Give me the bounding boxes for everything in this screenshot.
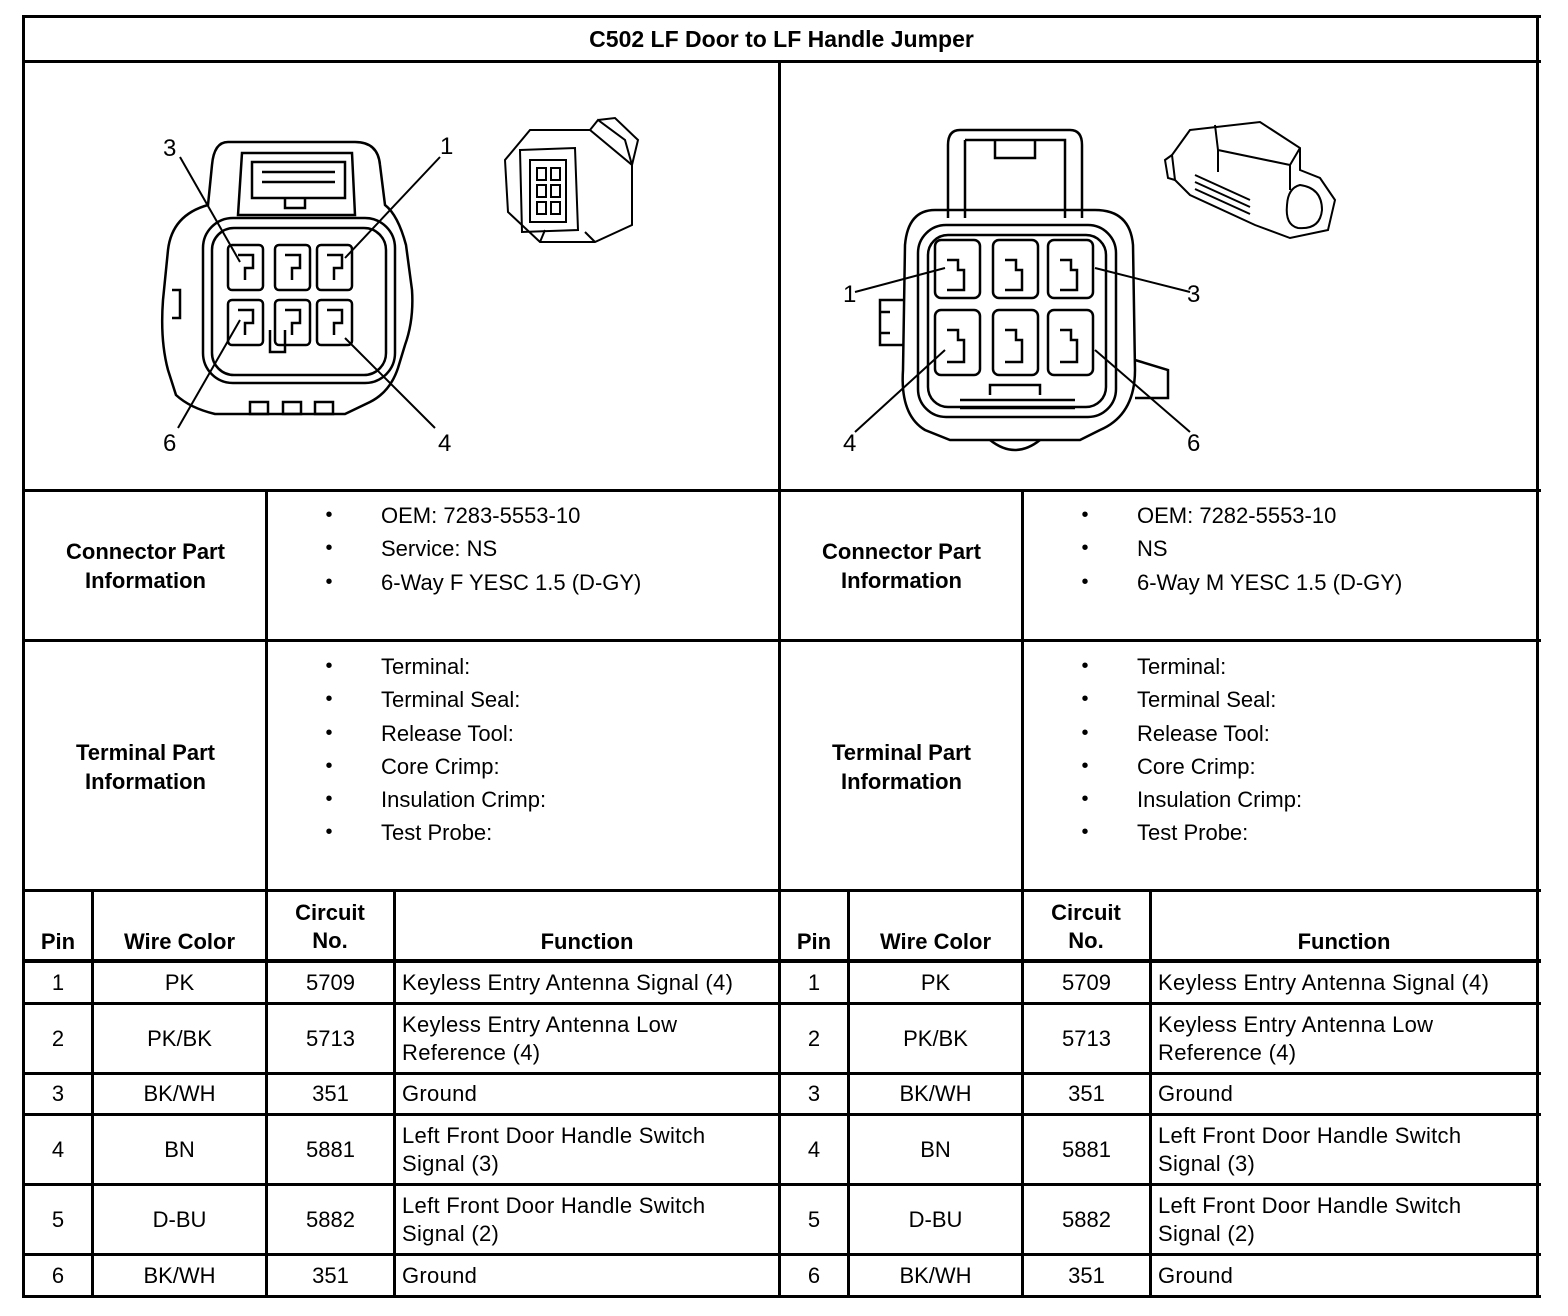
wire-color-cell: BN	[164, 1136, 195, 1162]
part-info-value: OEM: 7282-5553-10	[1137, 503, 1337, 528]
function-cell: Left Front Door Handle Switch Signal (3)	[402, 1122, 706, 1176]
list-item	[277, 650, 546, 683]
function-cell: Keyless Entry Antenna Signal (4)	[402, 969, 734, 995]
bullet-icon: •	[1081, 537, 1089, 560]
part-info-value: 6-Way M YESC 1.5 (D-GY)	[1137, 569, 1403, 595]
pin-cell: 1	[51, 969, 65, 995]
function-cell: Ground	[402, 1081, 478, 1106]
part-info-value: OEM: 7283-5553-10	[381, 503, 581, 528]
list-item	[1033, 717, 1302, 750]
pin-cell: 2	[807, 1025, 821, 1051]
wire-color-cell: BK/WH	[899, 1081, 972, 1106]
pin-callout-label: 6	[1187, 430, 1201, 457]
wire-color-cell: PK	[164, 969, 195, 995]
wire-color-cell: PK/BK	[903, 1025, 968, 1051]
list-item	[1033, 816, 1302, 849]
left-connector-part-header: Connector Part Information	[66, 539, 225, 593]
list-item	[1033, 650, 1302, 683]
terminal-info-value: Terminal Seal:	[381, 687, 521, 713]
list-item	[277, 717, 546, 750]
function-cell: Keyless Entry Antenna Signal (4)	[1158, 969, 1490, 995]
header-pin: Pin	[40, 929, 76, 954]
pin-cell: 2	[51, 1025, 65, 1051]
circuit-cell: 351	[312, 1262, 349, 1288]
bullet-icon: •	[1081, 504, 1089, 526]
pin-cell: 4	[51, 1136, 65, 1162]
bullet-icon: •	[1081, 688, 1089, 711]
circuit-cell: 351	[1068, 1262, 1105, 1288]
terminal-info-value: Terminal Seal:	[1137, 687, 1277, 713]
bullet-icon: •	[325, 688, 333, 711]
pin-cell: 3	[51, 1081, 65, 1106]
bullet-icon: •	[1081, 721, 1089, 744]
wire-color-cell: BK/WH	[899, 1262, 972, 1288]
terminal-info-value: Test Probe:	[381, 820, 493, 846]
header-wire-color: Wire Color	[123, 929, 236, 954]
pin-cell: 4	[807, 1136, 821, 1162]
list-item	[277, 566, 641, 599]
right-connector-diagram	[0, 0, 1568, 490]
right-terminal-part-list	[1033, 650, 1302, 850]
wire-color-cell: D-BU	[908, 1206, 963, 1232]
circuit-cell: 5709	[306, 969, 355, 995]
terminal-info-value: Insulation Crimp:	[1137, 787, 1303, 813]
part-divider	[22, 639, 1541, 642]
function-cell: Ground	[1158, 1081, 1234, 1106]
bullet-icon: •	[325, 821, 333, 844]
list-item	[277, 750, 546, 783]
function-cell: Left Front Door Handle Switch Signal (3)	[1158, 1122, 1462, 1176]
right-connector-part-list	[1033, 499, 1402, 599]
header-pin: Pin	[796, 929, 832, 954]
bullet-icon: •	[1081, 754, 1089, 777]
function-cell: Keyless Entry Antenna Low Reference (4)	[402, 1011, 678, 1065]
left-terminal-part-header: Terminal Part Information	[76, 740, 215, 794]
part-info-value: Service: NS	[381, 536, 498, 562]
bullet-icon: •	[1081, 821, 1089, 844]
terminal-info-value: Insulation Crimp:	[381, 787, 547, 813]
right-connector-part-header: Connector Part Information	[822, 539, 981, 593]
pin-callout-label: 1	[843, 281, 857, 308]
wire-color-cell: BN	[920, 1136, 951, 1162]
pin-callout-label: 4	[843, 430, 857, 457]
pin-callout-label: 3	[1187, 281, 1201, 308]
wire-color-cell: D-BU	[152, 1206, 207, 1232]
pin-callout-label: 6	[163, 430, 177, 457]
function-cell: Ground	[402, 1262, 478, 1288]
list-item	[1033, 783, 1302, 816]
circuit-cell: 351	[1068, 1081, 1105, 1106]
terminal-info-value: Release Tool:	[381, 720, 514, 746]
header-circuit: Circuit No.	[295, 900, 365, 953]
terminal-info-value: Core Crimp:	[381, 753, 500, 779]
list-item	[1033, 683, 1302, 716]
bullet-icon: •	[325, 721, 333, 744]
pin-cell: 6	[807, 1262, 821, 1288]
bullet-icon: •	[1081, 788, 1089, 811]
pin-cell: 5	[51, 1206, 65, 1232]
list-item	[277, 532, 641, 565]
function-cell: Ground	[1158, 1262, 1234, 1288]
wire-color-cell: PK/BK	[147, 1025, 212, 1051]
terminal-info-value: Release Tool:	[1137, 720, 1270, 746]
list-item	[277, 783, 546, 816]
bullet-icon: •	[1081, 570, 1089, 593]
border-bottom	[22, 1295, 1541, 1298]
function-cell: Keyless Entry Antenna Low Reference (4)	[1158, 1011, 1434, 1065]
wire-color-cell: BK/WH	[143, 1081, 216, 1106]
bullet-icon: •	[325, 537, 333, 560]
circuit-cell: 5882	[1062, 1206, 1111, 1232]
pin-callout-label: 4	[438, 430, 452, 457]
circuit-cell: 351	[312, 1081, 349, 1106]
header-function: Function	[540, 929, 634, 954]
terminal-divider	[22, 889, 1541, 892]
circuit-cell: 5881	[306, 1136, 355, 1162]
pin-callout-label: 1	[440, 133, 454, 160]
list-item	[1033, 750, 1302, 783]
circuit-cell: 5713	[306, 1025, 355, 1051]
pin-callout-label: 3	[163, 135, 177, 162]
header-function: Function	[1297, 929, 1391, 954]
pin-cell: 1	[807, 969, 821, 995]
bullet-icon: •	[325, 570, 333, 593]
part-info-value: 6-Way F YESC 1.5 (D-GY)	[381, 569, 642, 595]
bullet-icon: •	[325, 504, 333, 526]
left-terminal-part-list	[277, 650, 546, 850]
header-circuit: Circuit No.	[1051, 900, 1121, 953]
circuit-cell: 5882	[306, 1206, 355, 1232]
male-connector-isometric	[1165, 122, 1335, 238]
bullet-icon: •	[325, 655, 333, 677]
male-connector-face	[880, 130, 1168, 450]
right-terminal-part-header: Terminal Part Information	[832, 740, 971, 794]
wire-color-cell: BK/WH	[143, 1262, 216, 1288]
terminal-info-value: Core Crimp:	[1137, 753, 1256, 779]
left-connector-part-list	[277, 499, 641, 599]
list-item	[1033, 566, 1402, 599]
part-info-value: NS	[1137, 536, 1168, 562]
pin-cell: 3	[807, 1081, 821, 1106]
list-item	[277, 499, 641, 532]
terminal-info-value: Test Probe:	[1137, 820, 1249, 846]
list-item	[1033, 532, 1402, 565]
terminal-info-value: Terminal:	[381, 654, 471, 679]
list-item	[277, 816, 546, 849]
wire-color-cell: PK	[920, 969, 951, 995]
circuit-cell: 5881	[1062, 1136, 1111, 1162]
circuit-cell: 5709	[1062, 969, 1111, 995]
terminal-info-value: Terminal:	[1137, 654, 1227, 679]
page-title: C502 LF Door to LF Handle Jumper	[589, 26, 974, 52]
bullet-icon: •	[325, 788, 333, 811]
bullet-icon: •	[325, 754, 333, 777]
list-item	[277, 683, 546, 716]
pin-cell: 6	[51, 1262, 65, 1288]
list-item	[1033, 499, 1402, 532]
bullet-icon: •	[1081, 655, 1089, 677]
function-cell: Left Front Door Handle Switch Signal (2)	[402, 1192, 706, 1246]
header-wire-color: Wire Color	[879, 929, 992, 954]
pin-cell: 5	[807, 1206, 821, 1232]
circuit-cell: 5713	[1062, 1025, 1111, 1051]
function-cell: Left Front Door Handle Switch Signal (2)	[1158, 1192, 1462, 1246]
